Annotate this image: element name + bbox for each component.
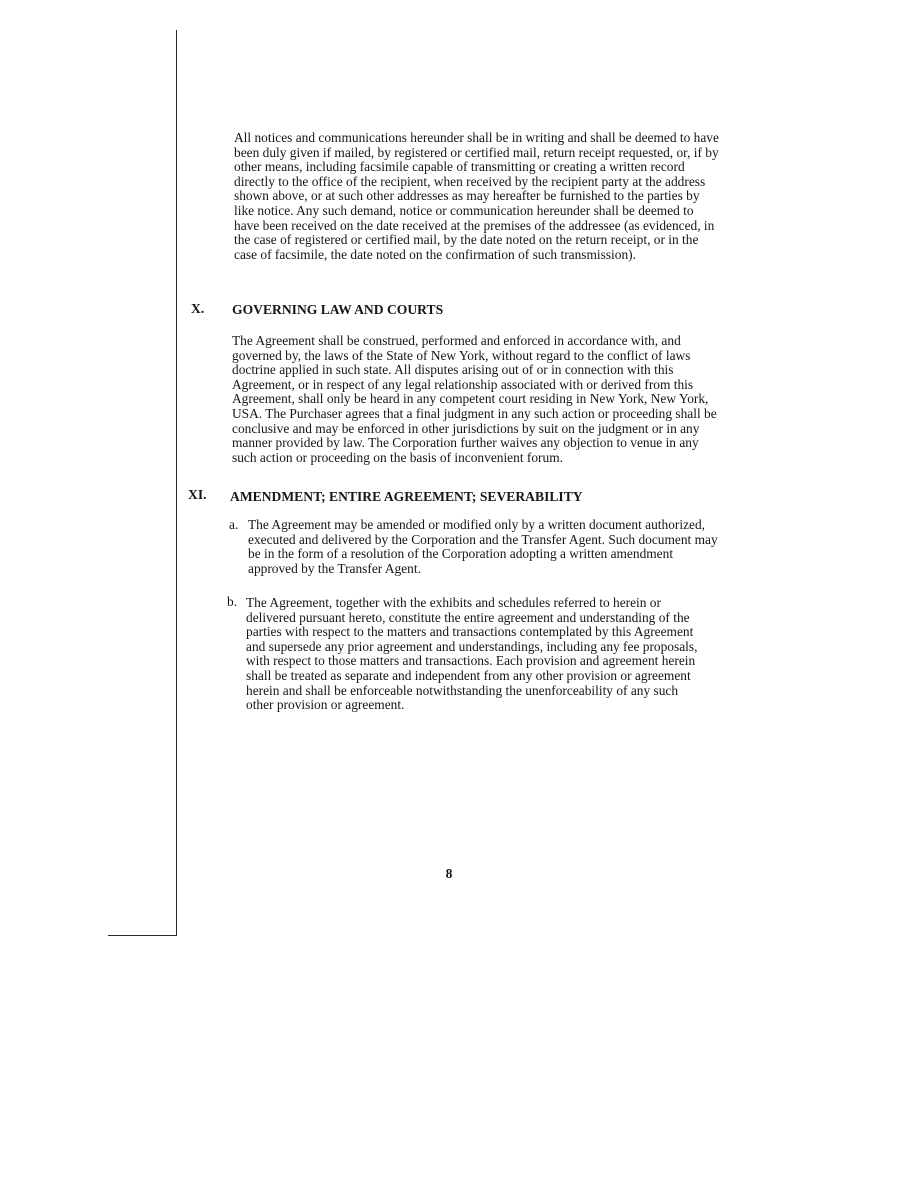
bottom-margin-rule xyxy=(108,935,177,936)
left-margin-rule xyxy=(176,30,177,936)
notices-paragraph: All notices and communications hereunder shall be in writing and shall be deemed to have been duly given if mailed, by registered or certified mail, return receipt requested, or, if by other means, including facsimile capable of transmitting or creating a written record directly to the office of the recipient, when received by the recipient party at the address shown above, or at such other addresses as may hereafter be furnished to the parties by like notice. Any such demand, notice or communication hereunder shall be deemed to have been received on the date received at the premises of the addressee (as evidenced, in the case of registered or certified mail, by the date noted on the return receipt, or in the case of facsimile, the date noted on the confirmation of such transmission). xyxy=(234,130,719,262)
section-x-number: X. xyxy=(191,301,205,316)
section-x-heading: GOVERNING LAW AND COURTS xyxy=(232,302,444,317)
page-number: 8 xyxy=(445,866,453,881)
item-b-letter: b. xyxy=(227,594,238,609)
section-xi-number: XI. xyxy=(188,487,207,502)
section-x-body: The Agreement shall be construed, performed and enforced in accordance with, and governed by, the laws of the State of New York, without regard to the conflict of laws doctrine applied in such state. All disputes arising out of or in connection with this Agreement, or in respect of any legal relationship associated with or derived from this Agreement, shall only be heard in any competent court residing in New York, New York, USA. The Purchaser agrees that a final judgment in any such action or proceeding shall be conclusive and may be enforced in other jurisdictions by suit on the judgment or in any manner provided by law. The Corporation further waives any objection to venue in any such action or proceeding on the basis of inconvenient forum. xyxy=(232,333,717,465)
section-xi-heading: AMENDMENT; ENTIRE AGREEMENT; SEVERABILITY xyxy=(230,489,583,504)
item-a-text: The Agreement may be amended or modified only by a written document authorized, executed and delivered by the Corporation and the Transfer Agent. Such document may be in the form of a resolution of the Corporation adopting a written amendment approved by the Transfer Agent. xyxy=(248,517,718,576)
item-a-letter: a. xyxy=(229,517,239,532)
item-b-text: The Agreement, together with the exhibits and schedules referred to herein or delivered pursuant hereto, constitute the entire agreement and understanding of the parties with respect to the matters and transactions contemplated by this Agreement and supersede any prior agreement and understandings, including any fee proposals, with respect to those matters and transactions. Each provision and agreement herein shall be treated as separate and independent from any other provision or agreement herein and shall be enforceable notwithstanding the unenforceability of any such other provision or agreement. xyxy=(246,595,698,713)
